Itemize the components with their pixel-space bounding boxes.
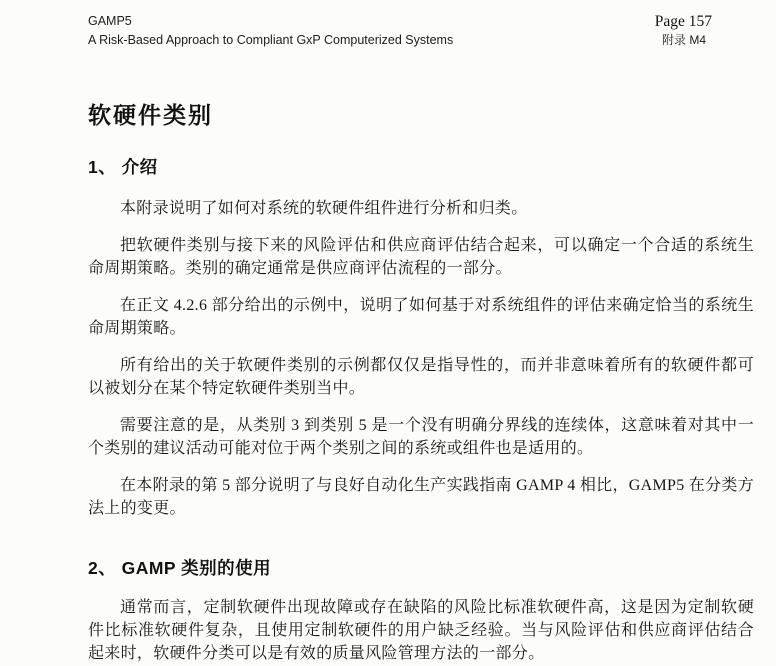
section-introduction xyxy=(88,155,754,520)
paragraph: 在正文 4.2.6 部分给出的示例中，说明了如何基于对系统组件的评估来确定恰当的系统生命周期策略。 xyxy=(88,297,754,337)
paragraph: 所有给出的关于软硬件类别的示例都仅仅是指导性的，而并非意味着所有的软硬件都可以被划分在某个特定软硬件类别当中。 xyxy=(88,357,754,397)
section-1-heading: 1、 介绍 xyxy=(88,157,158,177)
paragraph: 通常而言，定制软硬件出现故障或存在缺陷的风险比标准软硬件高，这是因为定制软硬件比标准软硬件复杂，且使用定制软硬件的用户缺乏经验。当与风险评估和供应商评估结合起来时，软硬件分类可以是有效的质量风险管理方法的一部分。 xyxy=(88,599,754,662)
page-header xyxy=(88,12,754,50)
header-doc-name: GAMP5 xyxy=(88,14,132,28)
section-2-heading: 2、 GAMP 类别的使用 xyxy=(88,558,272,578)
paragraph: 本附录说明了如何对系统的软硬件组件进行分析和归类。 xyxy=(120,200,528,217)
paragraph: 在本附录的第 5 部分说明了与良好自动化生产实践指南 GAMP 4 相比，GAMP5 在分类方法上的变更。 xyxy=(88,477,754,517)
header-doc-subtitle: A Risk-Based Approach to Compliant GxP Computerized Systems xyxy=(88,33,454,47)
header-left-block xyxy=(88,12,453,50)
paragraph: 需要注意的是，从类别 3 到类别 5 是一个没有明确分界线的连续体，这意味着对其中一个类别的建议活动可能对位于两个类别之间的系统或组件也是适用的。 xyxy=(88,417,754,457)
header-page-number: Page 157 xyxy=(654,13,712,30)
document-title: 软硬件类别 xyxy=(88,102,213,128)
header-right-block xyxy=(655,12,712,49)
header-appendix-label: 附录 M4 xyxy=(661,33,706,47)
section-gamp-category-usage xyxy=(88,556,754,665)
paragraph: 把软硬件类别与接下来的风险评估和供应商评估结合起来，可以确定一个合适的系统生命周期策略。类别的确定通常是供应商评估流程的一部分。 xyxy=(88,237,754,277)
